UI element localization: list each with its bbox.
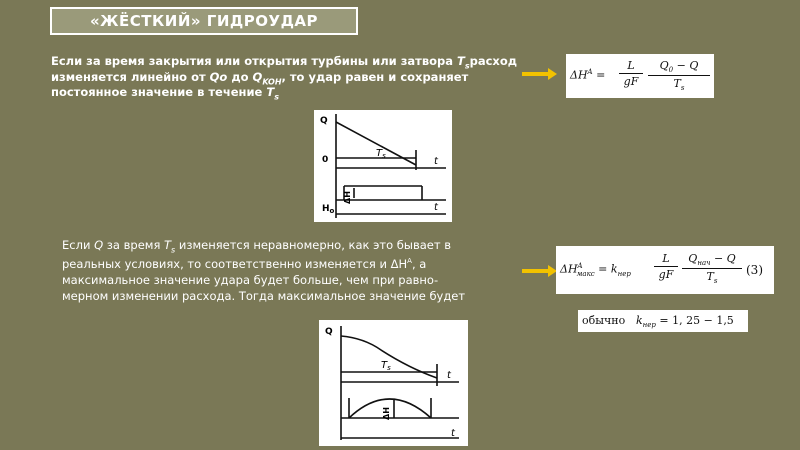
graph1-h0-label: $H_o$ [322, 204, 335, 215]
equation-number: (3) [746, 263, 763, 277]
graph1-t-label: t [434, 156, 438, 167]
formula-linear: $\Delta H^A$ = L gF $Q_0 - Q$ $T_s$ [566, 54, 714, 98]
graph2-t2-label: t [451, 428, 455, 439]
arrow-right-icon [522, 67, 558, 81]
slide-title: «ЖЁСТКИЙ» ГИДРОУДАР [50, 7, 358, 35]
graph1-t2-label: t [434, 202, 438, 213]
graph2-q-label: Q [325, 327, 333, 337]
formula-nonlinear: $\Delta H^A_{макс} = k_{нер}$ L gF $Q_{нач} - Q$ $T_s$ (3) [556, 246, 774, 294]
paragraph-nonlinear: Если Q за время $T_s$ изменяется неравномерно, как это бывает в реальных условиях, то соответственно изменяется и $\Delta H^A$, а максимальное значение удара будет больше, чем при равно- мерном изменении расхода. Тогда максимальное значение будет [62, 238, 466, 303]
formula-coefficient: обычно $k_{нер} = 1$, 25 − 1,5 [578, 310, 748, 332]
graph2-t-label: t [447, 370, 451, 381]
graph1-q0-label: 0 [322, 155, 329, 165]
graph1-q-label: Q [320, 116, 328, 126]
graph-linear [314, 110, 452, 222]
paragraph-linear: Если за время закрытия или открытия турбины или затвора $T_sрасход$ изменяется линейно от Qo до $Q_{KOH}$, то удар равен и сохраняет постоянное значение в течение $T_s$ [51, 54, 518, 102]
graph-nonlinear [319, 320, 468, 446]
graph2-dh-label: ΔH [382, 407, 391, 420]
graph2-ts-label: $T_s$ [381, 360, 391, 372]
graph1-dh-label: ΔH [343, 191, 352, 204]
graph1-ts-label: $T_s$ [376, 148, 386, 160]
arrow-right-icon-2 [522, 264, 558, 278]
